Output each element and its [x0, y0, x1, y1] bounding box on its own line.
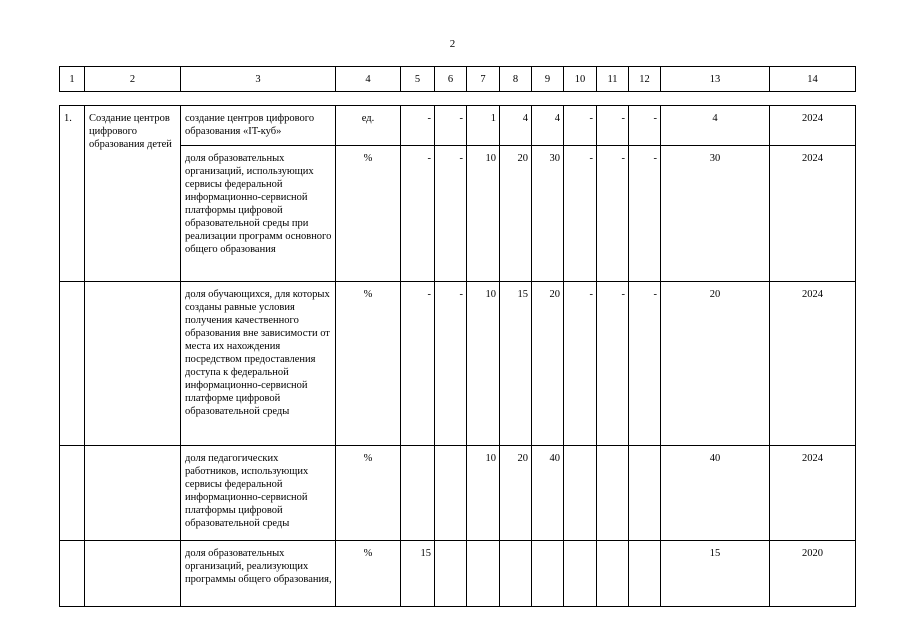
value-cell: -: [564, 282, 597, 446]
value-cell: [500, 541, 532, 607]
empty-cell: [60, 282, 85, 446]
value-cell: -: [435, 146, 467, 282]
value-cell: -: [401, 146, 435, 282]
value-cell: 4: [532, 106, 564, 146]
total-value-cell: 40: [661, 446, 770, 541]
header-cell: 6: [435, 67, 467, 92]
value-cell: 20: [500, 446, 532, 541]
page-number: 2: [449, 38, 456, 50]
value-cell: [597, 541, 629, 607]
indicators-table: [59, 105, 856, 607]
total-value-cell: 20: [661, 282, 770, 446]
value-cell: [629, 446, 661, 541]
total-value-cell: 30: [661, 146, 770, 282]
header-cell: 8: [500, 67, 532, 92]
header-cell: 4: [336, 67, 401, 92]
indicator-unit: %: [336, 446, 401, 541]
value-cell: 40: [532, 446, 564, 541]
section-number: 1.: [60, 106, 85, 282]
value-cell: -: [597, 282, 629, 446]
indicator-description: создание центров цифрового образования «IT-куб»: [181, 106, 336, 146]
value-cell: -: [629, 282, 661, 446]
header-cell: 14: [770, 67, 856, 92]
value-cell: [467, 541, 500, 607]
value-cell: [401, 446, 435, 541]
year-cell: 2024: [770, 282, 856, 446]
value-cell: [597, 446, 629, 541]
value-cell: -: [629, 106, 661, 146]
section-name: Создание центров цифрового образования детей: [85, 106, 181, 282]
value-cell: [564, 446, 597, 541]
value-cell: -: [597, 106, 629, 146]
value-cell: 30: [532, 146, 564, 282]
table-row: [60, 541, 856, 607]
header-cell: 5: [401, 67, 435, 92]
year-cell: 2024: [770, 446, 856, 541]
column-number-header: [59, 66, 856, 92]
value-cell: -: [564, 146, 597, 282]
value-cell: 15: [500, 282, 532, 446]
empty-cell: [85, 282, 181, 446]
header-cell: 2: [85, 67, 181, 92]
value-cell: 10: [467, 146, 500, 282]
value-cell: 4: [500, 106, 532, 146]
value-cell: 10: [467, 282, 500, 446]
value-cell: 10: [467, 446, 500, 541]
header-cell: 1: [60, 67, 85, 92]
value-cell: -: [597, 146, 629, 282]
header-cell: 3: [181, 67, 336, 92]
header-cell: 13: [661, 67, 770, 92]
value-cell: -: [629, 146, 661, 282]
year-cell: 2024: [770, 106, 856, 146]
value-cell: -: [435, 106, 467, 146]
value-cell: [564, 541, 597, 607]
empty-cell: [60, 541, 85, 607]
value-cell: 15: [401, 541, 435, 607]
header-cell: 9: [532, 67, 564, 92]
indicator-unit: ед.: [336, 106, 401, 146]
table-row: [60, 106, 856, 146]
indicator-description: доля обучающихся, для которых созданы равные условия получения качественного образования вне зависимости от места их нахождения посредством предоставления доступа к федеральной информационно-сервисной платформе цифровой образовательной среды: [181, 282, 336, 446]
value-cell: [532, 541, 564, 607]
indicator-unit: %: [336, 146, 401, 282]
year-cell: 2024: [770, 146, 856, 282]
total-value-cell: 4: [661, 106, 770, 146]
header-row: [60, 67, 856, 92]
header-cell: 10: [564, 67, 597, 92]
indicator-description: доля образовательных организаций, реализующих программы общего образования,: [181, 541, 336, 607]
table-row: [60, 282, 856, 446]
value-cell: 20: [500, 146, 532, 282]
indicator-description: доля образовательных организаций, использующих сервисы федеральной информационно-сервисной платформы цифровой образовательной среды при реализации программ основного общего образования: [181, 146, 336, 282]
empty-cell: [85, 541, 181, 607]
value-cell: [629, 541, 661, 607]
value-cell: -: [435, 282, 467, 446]
indicator-description: доля педагогических работников, использующих сервисы федеральной информационно-сервисной платформы цифровой образовательной среды: [181, 446, 336, 541]
year-cell: 2020: [770, 541, 856, 607]
value-cell: 20: [532, 282, 564, 446]
empty-cell: [60, 446, 85, 541]
value-cell: [435, 541, 467, 607]
empty-cell: [85, 446, 181, 541]
value-cell: -: [401, 282, 435, 446]
header-cell: 7: [467, 67, 500, 92]
indicator-unit: %: [336, 541, 401, 607]
value-cell: -: [401, 106, 435, 146]
value-cell: -: [564, 106, 597, 146]
total-value-cell: 15: [661, 541, 770, 607]
indicator-unit: %: [336, 282, 401, 446]
header-cell: 12: [629, 67, 661, 92]
value-cell: 1: [467, 106, 500, 146]
table-row: [60, 446, 856, 541]
header-cell: 11: [597, 67, 629, 92]
value-cell: [435, 446, 467, 541]
